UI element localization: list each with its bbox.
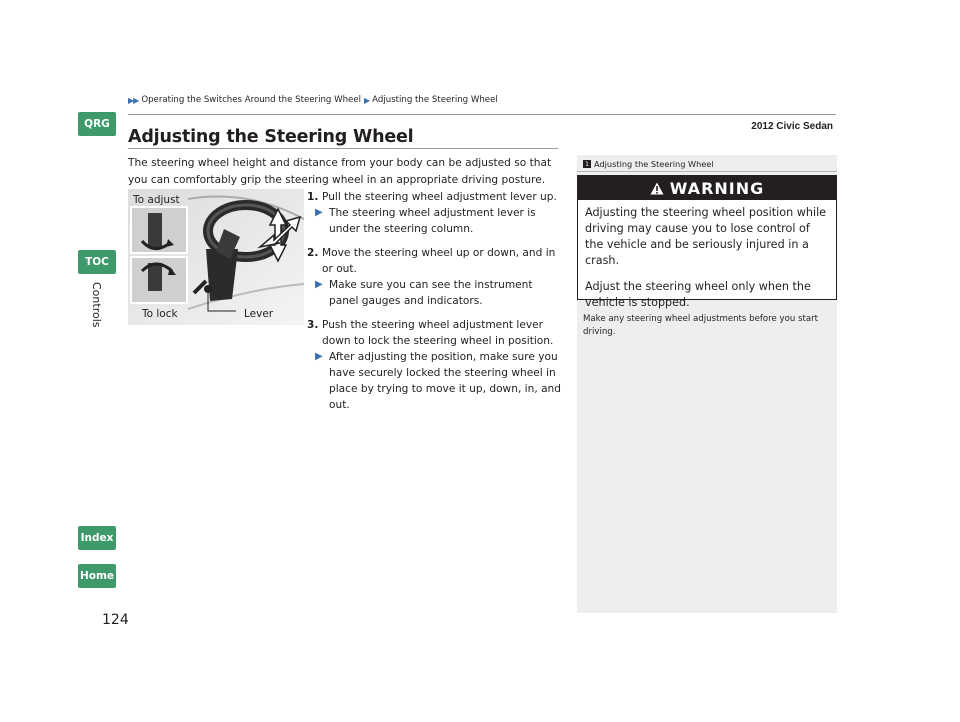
sub-arrow-icon: ▶ <box>315 207 323 218</box>
breadcrumb <box>128 95 498 105</box>
sub-arrow-icon: ▶ <box>315 279 323 290</box>
step-number: 3. <box>307 319 319 331</box>
warning-box <box>577 175 837 309</box>
step-subtext: After adjusting the position, make sure you have securely locked the steering wheel in place by trying to move it up, down, in, and out. <box>329 351 561 411</box>
title-divider <box>128 148 558 149</box>
header-divider <box>128 114 836 115</box>
notes-panel <box>577 155 837 613</box>
steering-wheel-illustration <box>128 189 304 325</box>
breadcrumb-arrow-icon: ▶▶ <box>128 95 139 105</box>
section-label: Controls <box>90 282 103 328</box>
label-lever: Lever <box>244 308 274 320</box>
reference-number: 1 <box>583 160 591 168</box>
model-name: 2012 Civic Sedan <box>751 121 833 132</box>
warning-triangle-icon <box>650 182 664 195</box>
steps-list <box>307 189 562 421</box>
index-tab[interactable]: Index <box>78 526 116 550</box>
warning-text: Adjust the steering wheel only when the vehicle is stopped. <box>585 280 811 309</box>
notes-divider <box>577 171 837 172</box>
notes-heading <box>583 159 837 169</box>
step-item <box>307 317 562 413</box>
page-number: 124 <box>102 612 129 628</box>
step-number: 2. <box>307 247 319 259</box>
notes-heading-text: Adjusting the Steering Wheel <box>594 159 714 169</box>
label-to-adjust: To adjust <box>133 194 180 206</box>
toc-tab[interactable]: TOC <box>78 250 116 274</box>
sub-arrow-icon: ▶ <box>315 351 323 362</box>
warning-text: Adjusting the steering wheel position while driving may cause you to lose control of the vehicle and be seriously injured in a crash. <box>585 206 827 267</box>
home-tab[interactable]: Home <box>78 564 116 588</box>
step-number: 1. <box>307 191 319 203</box>
note-text: Make any steering wheel adjustments before you start driving. <box>583 314 819 337</box>
page-title: Adjusting the Steering Wheel <box>128 127 414 147</box>
step-text: Pull the steering wheel adjustment lever up. <box>322 191 557 203</box>
step-item <box>307 189 562 237</box>
label-to-lock: To lock <box>142 308 178 320</box>
step-subtext: The steering wheel adjustment lever is under the steering column. <box>329 207 536 235</box>
breadcrumb-arrow-icon: ▶ <box>364 95 370 105</box>
step-text: Move the steering wheel up or down, and in or out. <box>322 247 556 275</box>
steering-illustration-svg <box>128 189 304 325</box>
step-item <box>307 245 562 309</box>
warning-title: WARNING <box>669 178 765 198</box>
warning-header <box>578 176 836 200</box>
breadcrumb-topic: Adjusting the Steering Wheel <box>372 95 498 105</box>
qrg-tab[interactable]: QRG <box>78 112 116 136</box>
step-subtext: Make sure you can see the instrument panel gauges and indicators. <box>329 279 533 307</box>
intro-text: The steering wheel height and distance from your body can be adjusted so that you can comfortably grip the steering wheel in an appropriate driving posture. <box>128 157 552 186</box>
breadcrumb-section-link[interactable]: Operating the Switches Around the Steering Wheel <box>141 95 362 105</box>
step-text: Push the steering wheel adjustment lever down to lock the steering wheel in position. <box>322 319 554 347</box>
